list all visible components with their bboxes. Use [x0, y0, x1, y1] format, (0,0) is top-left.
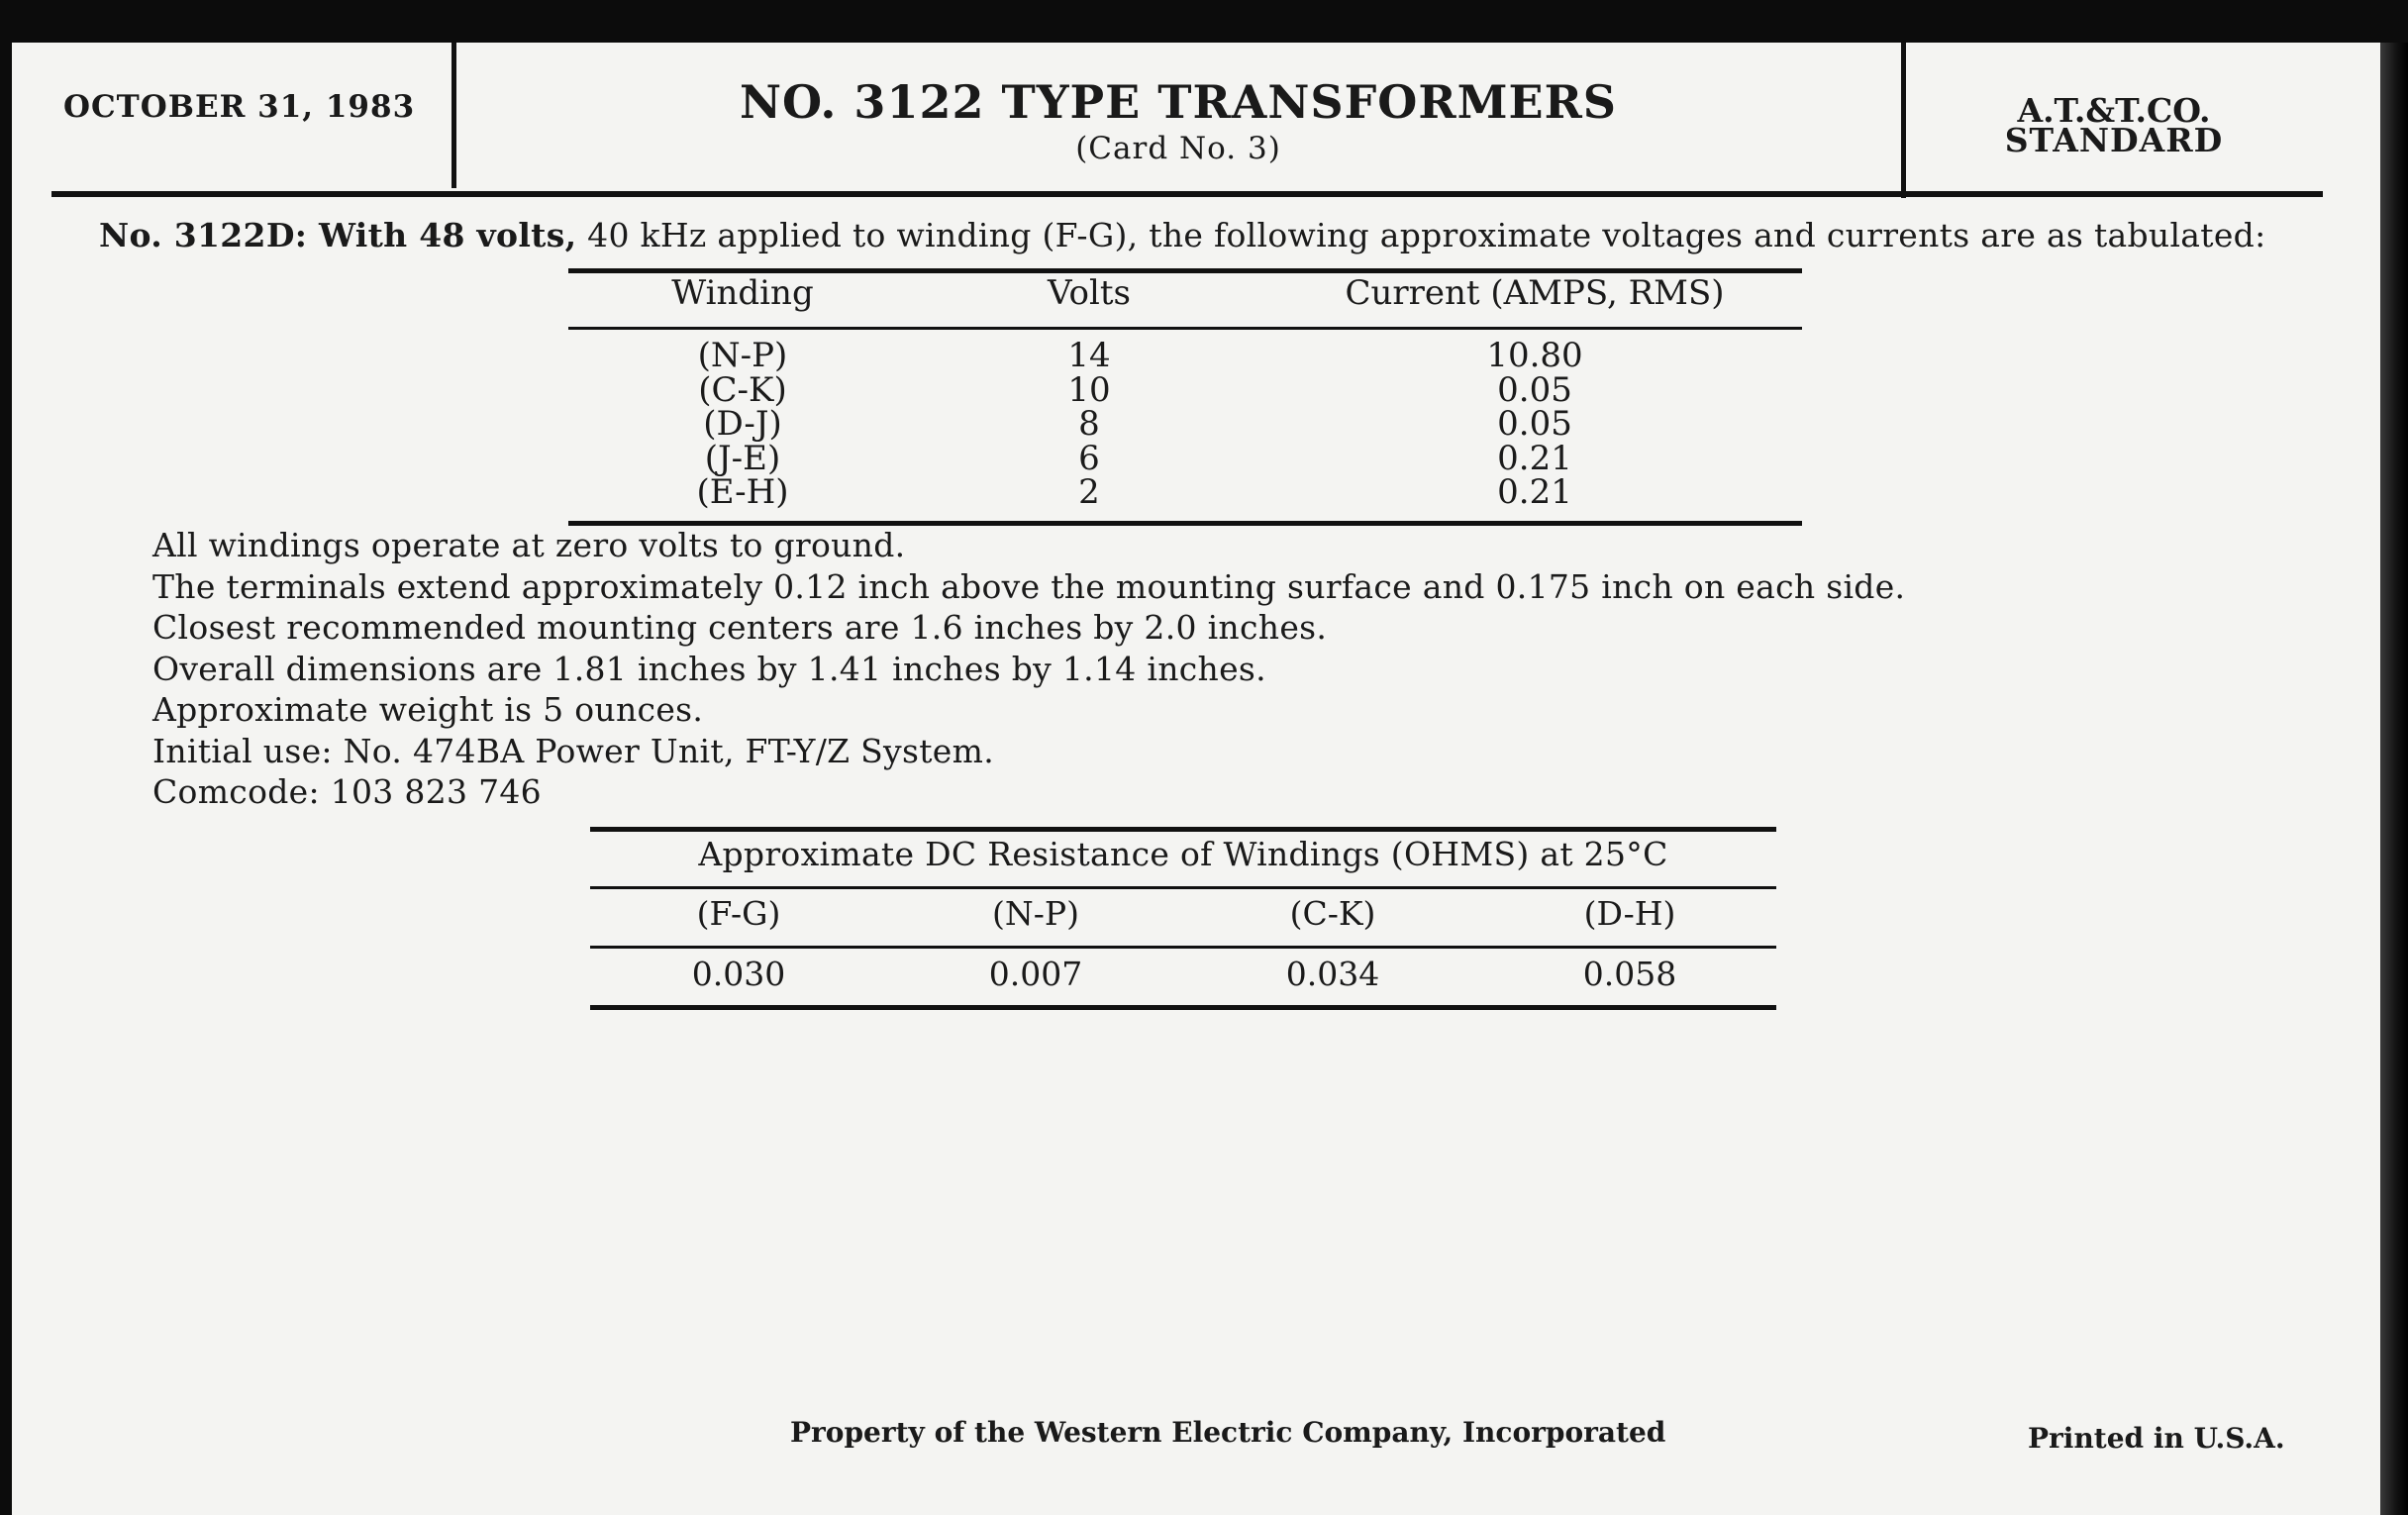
table-cell: 0.05 — [1497, 404, 1572, 444]
page-title: NO. 3122 TYPE TRANSFORMERS — [739, 75, 1618, 129]
intro-bold: No. 3122D: With 48 volts, — [99, 216, 577, 254]
page-subtitle: (Card No. 3) — [1075, 131, 1281, 166]
table-cell: (N-P) — [697, 336, 788, 375]
notes-block — [152, 525, 1905, 813]
table-cell: 8 — [1078, 404, 1100, 444]
table1-header-rule — [568, 327, 1802, 330]
table-cell: 2 — [1078, 472, 1100, 512]
table2-header-fg: (F-G) — [696, 894, 781, 933]
table-cell: 10 — [1067, 369, 1111, 410]
card-edge-shadow — [2380, 43, 2408, 1515]
table-cell: (C-K) — [698, 369, 787, 410]
footer-property: Property of the Western Electric Company, Incorporated — [790, 1416, 1666, 1449]
table2-top-rule — [590, 827, 1776, 832]
table1-header-winding: Winding — [671, 273, 814, 313]
table2-header-ck: (C-K) — [1289, 894, 1376, 933]
footer-printed: Printed in U.S.A. — [2028, 1422, 2285, 1455]
table2-value-ck: 0.034 — [1285, 955, 1380, 993]
note-line: Overall dimensions are 1.81 inches by 1.41 inches by 1.14 inches. — [152, 649, 1266, 688]
note-line: The terminals extend approximately 0.12 inch above the mounting surface and 0.175 inch on each side. — [152, 566, 1906, 606]
table2-value-fg: 0.030 — [691, 955, 786, 993]
note-line: Initial use: No. 474BA Power Unit, FT-Y/Z System. — [152, 731, 994, 770]
table-cell: 6 — [1078, 438, 1100, 478]
header-divider-right — [1901, 43, 1906, 198]
note-line: Approximate weight is 5 ounces. — [152, 690, 704, 729]
table-cell: 0.21 — [1497, 472, 1572, 512]
table2-title: Approximate DC Resistance of Windings (OHMS) at 25°C — [698, 835, 1668, 873]
table1-volts-column — [980, 336, 1198, 512]
table-cell: 10.80 — [1486, 336, 1583, 375]
table-cell: (D-J) — [703, 404, 782, 444]
table2-value-dh: 0.058 — [1582, 955, 1677, 993]
intro-text — [99, 216, 2266, 254]
table2-header-dh: (D-H) — [1583, 894, 1676, 933]
table1-current-column — [1287, 336, 1782, 512]
table2-header-np: (N-P) — [992, 894, 1079, 933]
table2-bottom-rule — [590, 1005, 1776, 1010]
header-rule — [51, 191, 2323, 197]
table-cell: (E-H) — [696, 472, 789, 512]
table1-winding-column — [614, 336, 871, 512]
note-line: All windings operate at zero volts to ground. — [152, 526, 906, 564]
note-line: Comcode: 103 823 746 — [152, 772, 542, 811]
header-standard: STANDARD — [2004, 121, 2224, 159]
header-org: A.T.&T.CO. — [2017, 91, 2211, 130]
table2-header-rule — [590, 946, 1776, 949]
table-cell: 14 — [1067, 336, 1111, 375]
table1-header-volts: Volts — [1048, 273, 1131, 313]
table1-header-current: Current (AMPS, RMS) — [1345, 273, 1725, 313]
note-line: Closest recommended mounting centers are 1.6 inches by 2.0 inches. — [152, 608, 1328, 647]
table-cell: 0.21 — [1497, 438, 1572, 478]
table2-value-np: 0.007 — [988, 955, 1083, 993]
table-cell: 0.05 — [1497, 369, 1572, 410]
intro-rest: 40 kHz applied to winding (F-G), the following approximate voltages and currents are as tabulated: — [576, 216, 2266, 254]
table2-title-rule — [590, 886, 1776, 889]
header-date: OCTOBER 31, 1983 — [63, 89, 416, 125]
table-cell: (J-E) — [704, 438, 781, 478]
header-divider-left — [452, 43, 456, 188]
